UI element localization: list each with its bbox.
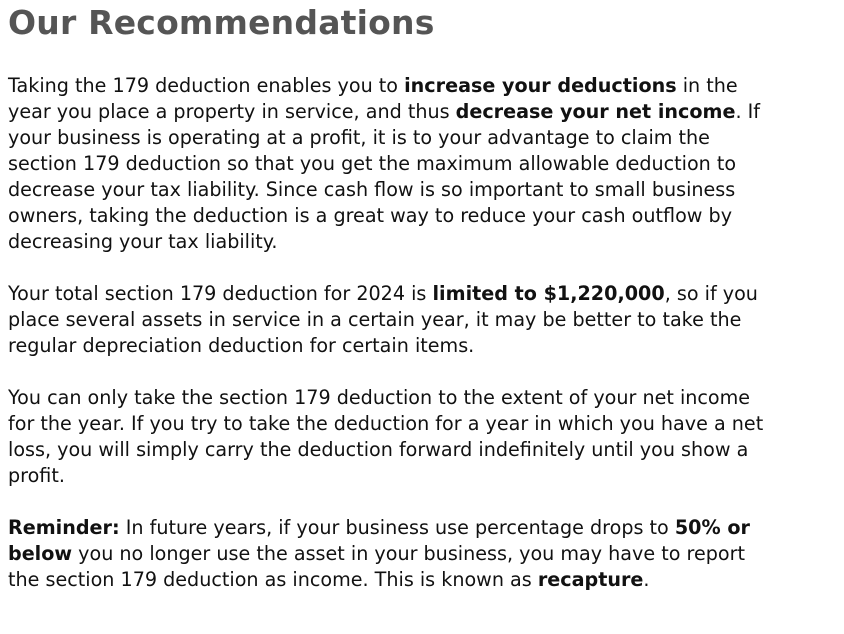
text-line: your business is operating at a profit, it is to your advantage to claim the (8, 126, 710, 149)
page-title: Our Recommendations (8, 3, 435, 42)
paragraph-reminder-recapture (8, 515, 844, 593)
emphasis-limit-amount: limited to $1,220,000 (432, 282, 665, 305)
text-line: section 179 deduction so that you get the maximum allowable deduction to (8, 152, 737, 175)
text-line: regular depreciation deduction for certain items. (8, 334, 475, 357)
text-line: owners, taking the deduction is a great way to reduce your cash outflow by (8, 204, 733, 227)
text-run: . (643, 568, 650, 591)
text-run: Your total section 179 deduction for 2024 is (8, 282, 433, 305)
text-line (8, 515, 844, 541)
text-line: for the year. If you try to take the deduction for a year in which you have a net (8, 412, 764, 435)
text-line (8, 73, 844, 99)
text-run: you no longer use the asset in your business, you may have to report (72, 542, 745, 565)
paragraph-net-income-extent (8, 385, 844, 489)
emphasis-recapture: recapture (537, 568, 644, 591)
emphasis-percentage: 50% or (674, 516, 750, 539)
text-line: profit. (8, 464, 65, 487)
text-line: decreasing your tax liability. (8, 230, 278, 253)
text-run: Taking the 179 deduction enables you to (8, 74, 405, 97)
reminder-label: Reminder: (8, 516, 120, 539)
text-run: , so if you (664, 282, 758, 305)
text-line: You can only take the section 179 deduction to the extent of your net income (8, 386, 751, 409)
text-run: year you place a property in service, and thus (8, 100, 456, 123)
emphasis-increase-deductions: increase your deductions (404, 74, 677, 97)
text-line (8, 281, 844, 307)
paragraph-deduction-benefits (8, 73, 844, 255)
text-line: decrease your tax liability. Since cash flow is so important to small business (8, 178, 736, 201)
paragraph-deduction-limit (8, 281, 844, 359)
emphasis-below: below (8, 542, 73, 565)
text-line: place several assets in service in a certain year, it may be better to take the (8, 308, 742, 331)
text-run: In future years, if your business use percentage drops to (119, 516, 675, 539)
text-line (8, 541, 844, 567)
text-run: in the (676, 74, 738, 97)
text-run: . If (735, 100, 760, 123)
text-line (8, 99, 844, 125)
text-run: the section 179 deduction as income. This is known as (8, 568, 538, 591)
text-line: loss, you will simply carry the deduction forward indefinitely until you show a (8, 438, 749, 461)
emphasis-decrease-net-income: decrease your net income (455, 100, 736, 123)
text-line (8, 567, 844, 593)
